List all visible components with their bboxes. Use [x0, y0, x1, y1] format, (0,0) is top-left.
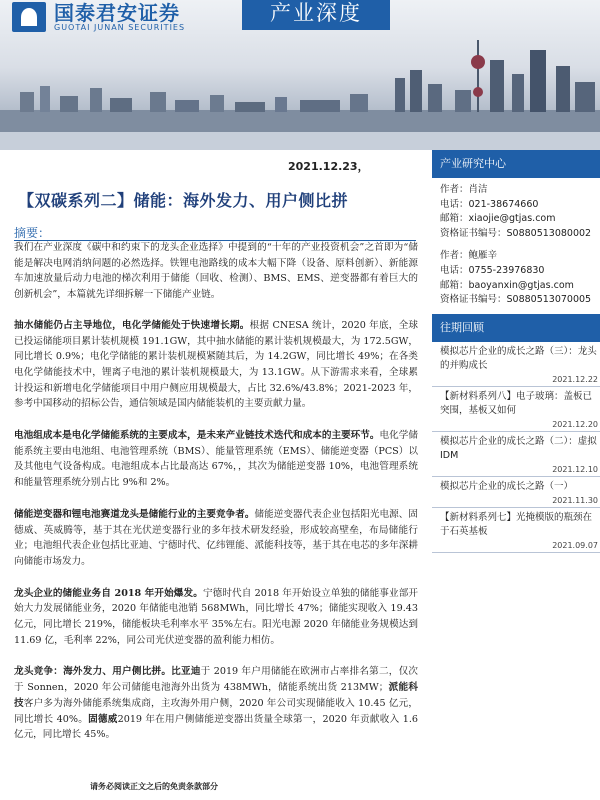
intro-paragraph: 我们在产业深度《碳中和约束下的龙头企业选择》中提到的“十年的产业投资机会”之首即为“储能是解决电网消纳问题的必然选择。铁锂电池路线的成本大幅下降（设备、原料创新）、新能源车加速放量后动力电池的梯次利用于储能（回收、检测）、BMS、EMS、逆变器都有着巨大的创新机会”，本篇就先详细拆解一下储能产业链。 [14, 242, 418, 301]
analyst-name: 作者：肖洁 [440, 184, 488, 195]
paragraph-lead: 储能逆变器和锂电池赛道龙头是储能行业的主要竞争者。 [14, 508, 255, 520]
paragraph-lead: 龙头竞争：海外发力、用户侧比拼。 [14, 666, 172, 678]
analyst-phone: 电话：0755-23976830 [440, 264, 545, 276]
past-report-item[interactable] [432, 432, 600, 477]
analyst-certificate: 资格证书编号：S0880513070005 [440, 294, 592, 306]
past-report-title[interactable]: 模拟芯片企业的成长之路（一） [440, 480, 574, 492]
past-report-item[interactable] [432, 342, 600, 387]
analyst-name: 作者：鲍雁辛 [440, 250, 498, 262]
past-report-date: 2021.12.22 [552, 374, 598, 384]
analyst-email[interactable]: 邮箱：baoyanxin@gtjas.com [440, 279, 574, 291]
past-report-title[interactable]: 【新材料系列八】电子玻璃：盖板已突围，基板又如何 [440, 390, 593, 416]
analyst-card [432, 183, 600, 241]
past-report-title[interactable]: 模拟芯片企业的成长之路（二）：虚拟 IDM [440, 435, 597, 461]
report-body [14, 240, 418, 743]
logo-chinese-name: 国泰君安证券 [54, 0, 180, 25]
paragraph-lead: 电池组成本是电化学储能系统的主要成本，是未来产业链技术迭代和成本的主要环节。 [14, 430, 380, 442]
analyst-certificate: 资格证书编号：S0880513080002 [440, 227, 592, 239]
research-center-header: 产业研究中心 [432, 150, 600, 178]
city-skyline-image [0, 40, 600, 150]
past-report-item[interactable] [432, 387, 600, 432]
company-pylon: 派能科技 [14, 682, 418, 709]
report-type-banner: 产业深度 [242, 0, 390, 30]
logo-english-name: GUOTAI JUNAN SECURITIES [54, 22, 186, 32]
sidebar [432, 150, 600, 710]
paragraph-text: 储能逆变器代表企业包括阳光电源、固德威、英威腾等，基于其在光伏逆变器行业的多年技术研发经验，形成较高壁垒，布局储能行业；电池组代表企业包括比亚迪、宁德时代、亿纬锂能、派能科技等，基于其在电芯的多年深耕向储能市场发力。 [14, 508, 419, 567]
paragraph-text: 根据 CNESA 统计，2020 年底，全球已投运储能项目累计装机规模 191.1GW，其中抽水储能的累计装机规模最大，为 172.5GW，同比增长 0.9%；电化学储能的累计装机规模紧随其后，为 14.2GW，同比增长 49%；在各类电化学储能技术中，锂离子电池的累计装机规模最大，为 13.1GW。从下游需求来看，全球累计投运和新增电化学储能项目中用户侧应用规模最大，占比 32.6%/43.8%；2021-2023 年，参考中国移动的招标公告，通信领域是国内储能装机的主要贡献力量。 [14, 319, 419, 410]
footer-disclaimer: 请务必阅读正文之后的免责条款部分 [90, 782, 218, 791]
paragraph-lead: 抽水储能仍占主导地位，电化学储能处于快速增长期。 [14, 319, 250, 331]
cover-hero-image [0, 0, 600, 150]
paragraph-text: 客户多为海外储能系统集成商，主攻海外用户侧，2020 年公司实现储能收入 10.45 亿元，同比增长 40%。 [14, 697, 419, 725]
past-reports-header: 往期回顾 [432, 314, 600, 342]
company-logo [12, 2, 185, 32]
paragraph-text: 电化学储能系统主要由电池组、电池管理系统（BMS）、能量管理系统（EMS）、储能逆变器（PCS）以及其他电气设备构成。电池组成本占比最高达 67%，，其次为储能逆变器 10%，电池管理系统和能量管理系统分别占比 9%和 2%。 [14, 430, 418, 489]
paragraph-pumped-storage [14, 318, 418, 412]
paragraph-leaders [14, 586, 418, 649]
paragraph-competition [14, 664, 418, 743]
paragraph-lead: 龙头企业的储能业务自 2018 年开始爆发。 [14, 587, 203, 599]
past-report-title[interactable]: 【新材料系列七】光掩模版的瓶颈在于石英基板 [440, 511, 593, 537]
report-date: 2021.12.23， [288, 160, 369, 173]
analyst-phone: 电话：021-38674660 [440, 198, 539, 210]
paragraph-competitors [14, 507, 418, 570]
past-report-date: 2021.12.20 [552, 419, 598, 429]
past-report-date: 2021.12.10 [552, 464, 598, 474]
paragraph-battery-cost [14, 428, 418, 491]
logo-icon [12, 2, 46, 32]
company-byd: 比亚迪 [171, 666, 201, 678]
past-report-item[interactable] [432, 477, 600, 508]
company-goodwe: 固德威 [88, 713, 118, 725]
paragraph-text: 于 2019 年户用储能在欧洲市占率排名第二，仅次于 Sonnen，2020 年公司储能电池海外出货为 438MWh，储能系统出货 213MW； [14, 666, 419, 694]
past-report-date: 2021.11.30 [552, 495, 598, 505]
past-report-title[interactable]: 模拟芯片企业的成长之路（三）：龙头的并购成长 [440, 345, 597, 371]
paragraph-text: 2019 年在用户侧储能逆变器出货量全球第一，2020 年贡献收入 1.6 亿元，同比增长 45%。 [14, 713, 418, 741]
report-title: 【双碳系列二】储能：海外发力、用户侧比拼 [18, 191, 349, 210]
summary-label: 摘要： [14, 226, 51, 240]
analyst-card [432, 249, 600, 307]
analyst-email[interactable]: 邮箱：xiaojie@gtjas.com [440, 213, 556, 225]
past-report-date: 2021.09.07 [552, 540, 598, 550]
past-report-item[interactable] [432, 508, 600, 553]
paragraph-text: 宁德时代自 2018 年开始设立单独的储能事业部开始大力发展储能业务，2020 年储能电池销 568MWh，同比增长 47%；储能实现收入 19.43 亿元，同比增长 219%，储能板块毛利率水平 35%左右。阳光电源 2020 年储能业务规模达到 11.69 亿，毛利率 22%，同公司光伏逆变器的盈利能力相仿。 [14, 587, 419, 646]
